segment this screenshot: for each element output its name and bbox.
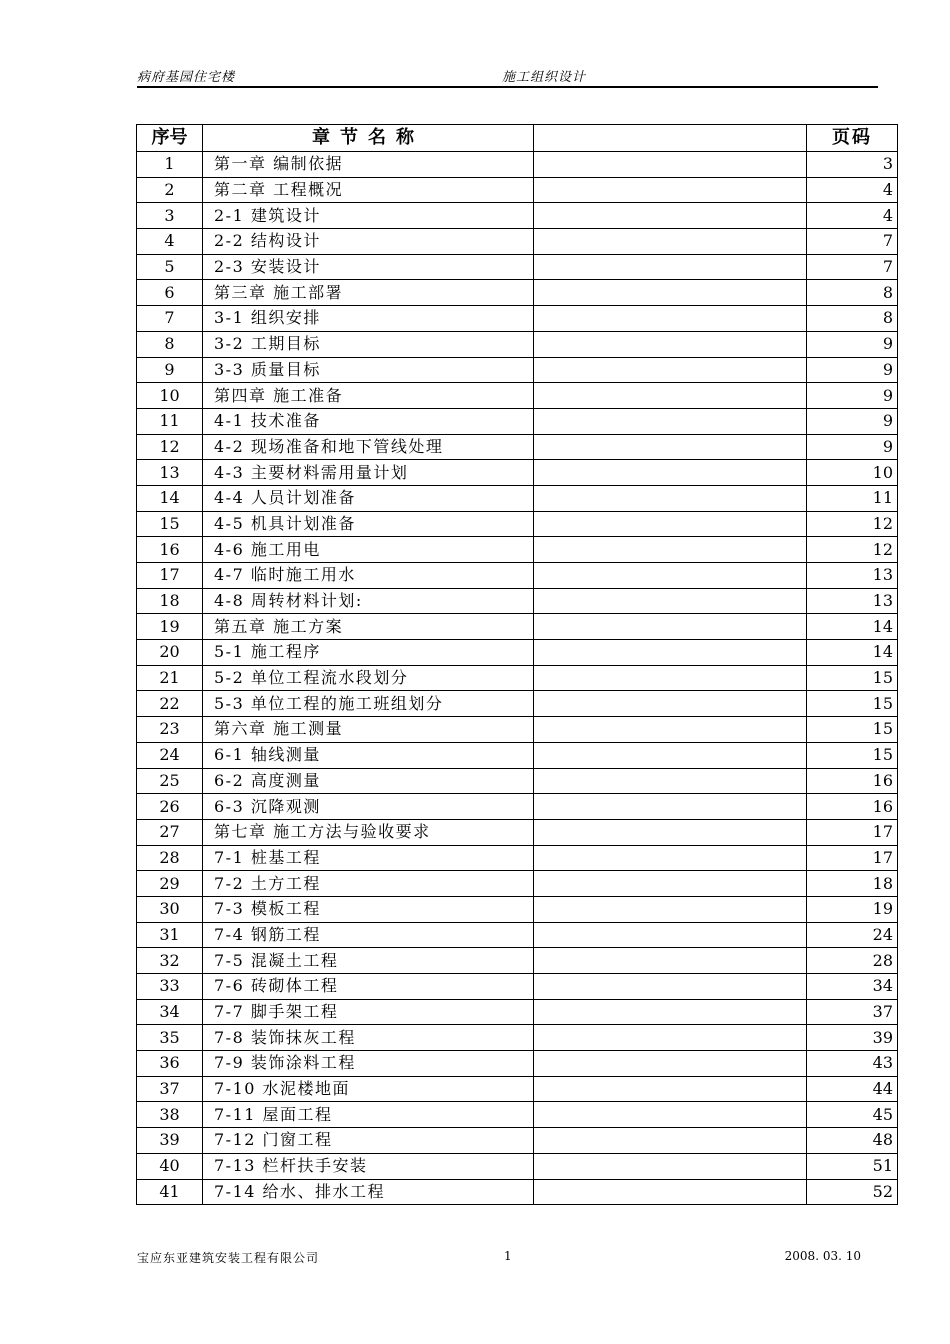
header-number: 序号 <box>137 125 203 152</box>
row-title: 4-3 主要材料需用量计划 <box>203 460 534 486</box>
row-page: 51 <box>807 1153 898 1179</box>
row-blank <box>534 640 807 666</box>
row-number: 29 <box>137 871 203 897</box>
table-row <box>137 383 898 409</box>
row-blank <box>534 974 807 1000</box>
row-title: 第五章 施工方案 <box>203 614 534 640</box>
page-header <box>137 66 878 88</box>
footer-company: 宝应东亚建筑安装工程有限公司 <box>137 1251 320 1265</box>
header-blank <box>534 125 807 152</box>
row-blank <box>534 280 807 306</box>
row-blank <box>534 717 807 743</box>
row-blank <box>534 665 807 691</box>
row-number: 5 <box>137 254 203 280</box>
row-number: 11 <box>137 408 203 434</box>
row-page: 17 <box>807 819 898 845</box>
row-page: 7 <box>807 229 898 255</box>
table-row <box>137 948 898 974</box>
row-page: 7 <box>807 254 898 280</box>
row-title: 4-1 技术准备 <box>203 408 534 434</box>
row-title: 第二章 工程概况 <box>203 177 534 203</box>
row-page: 44 <box>807 1076 898 1102</box>
row-title: 第七章 施工方法与验收要求 <box>203 819 534 845</box>
row-blank <box>534 229 807 255</box>
row-blank <box>534 563 807 589</box>
row-blank <box>534 306 807 332</box>
table-row <box>137 845 898 871</box>
table-row <box>137 511 898 537</box>
row-page: 9 <box>807 357 898 383</box>
footer-date: 2008. 03. 10 <box>784 1249 861 1263</box>
table-row <box>137 588 898 614</box>
row-page: 15 <box>807 717 898 743</box>
row-blank <box>534 460 807 486</box>
row-title: 7-4 钢筋工程 <box>203 922 534 948</box>
row-title: 5-3 单位工程的施工班组划分 <box>203 691 534 717</box>
row-number: 35 <box>137 1025 203 1051</box>
row-number: 25 <box>137 768 203 794</box>
table-row <box>137 177 898 203</box>
row-blank <box>534 254 807 280</box>
row-blank <box>534 948 807 974</box>
row-page: 11 <box>807 485 898 511</box>
row-title: 7-1 桩基工程 <box>203 845 534 871</box>
table-row <box>137 280 898 306</box>
row-blank <box>534 768 807 794</box>
header-chapter-name: 章节名称 <box>203 125 534 152</box>
row-page: 24 <box>807 922 898 948</box>
row-title: 第一章 编制依据 <box>203 152 534 178</box>
row-blank <box>534 614 807 640</box>
row-blank <box>534 203 807 229</box>
row-blank <box>534 331 807 357</box>
table-row <box>137 614 898 640</box>
row-page: 9 <box>807 434 898 460</box>
row-blank <box>534 794 807 820</box>
row-title: 4-4 人员计划准备 <box>203 485 534 511</box>
row-title: 6-2 高度测量 <box>203 768 534 794</box>
row-blank <box>534 177 807 203</box>
row-title: 3-3 质量目标 <box>203 357 534 383</box>
row-title: 第四章 施工准备 <box>203 383 534 409</box>
table-of-contents <box>136 124 898 1205</box>
row-number: 17 <box>137 563 203 589</box>
row-page: 43 <box>807 1051 898 1077</box>
row-blank <box>534 1051 807 1077</box>
table-body <box>137 152 898 1205</box>
row-number: 32 <box>137 948 203 974</box>
table-row <box>137 640 898 666</box>
row-number: 34 <box>137 999 203 1025</box>
row-page: 17 <box>807 845 898 871</box>
row-title: 7-2 土方工程 <box>203 871 534 897</box>
row-title: 2-3 安装设计 <box>203 254 534 280</box>
row-title: 4-6 施工用电 <box>203 537 534 563</box>
row-page: 19 <box>807 896 898 922</box>
row-page: 12 <box>807 537 898 563</box>
header-page: 页码 <box>807 125 898 152</box>
row-number: 23 <box>137 717 203 743</box>
row-number: 40 <box>137 1153 203 1179</box>
row-page: 9 <box>807 408 898 434</box>
table-row <box>137 974 898 1000</box>
row-number: 28 <box>137 845 203 871</box>
table-row <box>137 1076 898 1102</box>
row-blank <box>534 1025 807 1051</box>
row-number: 26 <box>137 794 203 820</box>
row-number: 39 <box>137 1128 203 1154</box>
row-blank <box>534 537 807 563</box>
table-row <box>137 537 898 563</box>
table-row <box>137 742 898 768</box>
row-title: 7-13 栏杆扶手安装 <box>203 1153 534 1179</box>
table-row <box>137 819 898 845</box>
row-title: 2-1 建筑设计 <box>203 203 534 229</box>
row-title: 7-5 混凝土工程 <box>203 948 534 974</box>
row-page: 14 <box>807 640 898 666</box>
table-row <box>137 460 898 486</box>
row-page: 4 <box>807 203 898 229</box>
table-row <box>137 331 898 357</box>
row-number: 2 <box>137 177 203 203</box>
row-number: 10 <box>137 383 203 409</box>
table-row <box>137 306 898 332</box>
row-number: 3 <box>137 203 203 229</box>
row-title: 7-14 给水、排水工程 <box>203 1179 534 1205</box>
row-blank <box>534 485 807 511</box>
row-number: 21 <box>137 665 203 691</box>
page-footer <box>137 1249 861 1267</box>
row-page: 8 <box>807 280 898 306</box>
row-page: 14 <box>807 614 898 640</box>
row-blank <box>534 1153 807 1179</box>
row-number: 6 <box>137 280 203 306</box>
row-blank <box>534 896 807 922</box>
row-title: 第三章 施工部署 <box>203 280 534 306</box>
table-row <box>137 896 898 922</box>
row-page: 16 <box>807 768 898 794</box>
row-number: 27 <box>137 819 203 845</box>
table-header-row <box>137 125 898 152</box>
table-row <box>137 922 898 948</box>
table-row <box>137 1179 898 1205</box>
header-project-name: 病府基园住宅楼 <box>137 70 236 85</box>
table-row <box>137 768 898 794</box>
table-row <box>137 563 898 589</box>
row-page: 9 <box>807 383 898 409</box>
row-number: 31 <box>137 922 203 948</box>
row-title: 7-8 装饰抹灰工程 <box>203 1025 534 1051</box>
row-blank <box>534 588 807 614</box>
row-number: 37 <box>137 1076 203 1102</box>
row-number: 7 <box>137 306 203 332</box>
row-number: 24 <box>137 742 203 768</box>
table-row <box>137 1051 898 1077</box>
row-page: 3 <box>807 152 898 178</box>
row-page: 34 <box>807 974 898 1000</box>
row-title: 2-2 结构设计 <box>203 229 534 255</box>
row-page: 13 <box>807 588 898 614</box>
row-title: 7-12 门窗工程 <box>203 1128 534 1154</box>
row-page: 28 <box>807 948 898 974</box>
table-row <box>137 434 898 460</box>
row-title: 7-6 砖砌体工程 <box>203 974 534 1000</box>
row-number: 15 <box>137 511 203 537</box>
table-row <box>137 485 898 511</box>
row-title: 7-7 脚手架工程 <box>203 999 534 1025</box>
row-title: 4-7 临时施工用水 <box>203 563 534 589</box>
table-row <box>137 794 898 820</box>
row-blank <box>534 1076 807 1102</box>
row-number: 41 <box>137 1179 203 1205</box>
row-blank <box>534 408 807 434</box>
table-row <box>137 871 898 897</box>
table-row <box>137 229 898 255</box>
row-page: 18 <box>807 871 898 897</box>
row-number: 9 <box>137 357 203 383</box>
row-page: 13 <box>807 563 898 589</box>
row-blank <box>534 691 807 717</box>
footer-page-number: 1 <box>504 1249 512 1263</box>
table-row <box>137 357 898 383</box>
row-blank <box>534 819 807 845</box>
row-title: 7-10 水泥楼地面 <box>203 1076 534 1102</box>
row-blank <box>534 434 807 460</box>
row-title: 7-9 装饰涂料工程 <box>203 1051 534 1077</box>
row-page: 16 <box>807 794 898 820</box>
table-row <box>137 1128 898 1154</box>
row-title: 6-3 沉降观测 <box>203 794 534 820</box>
row-page: 52 <box>807 1179 898 1205</box>
row-page: 15 <box>807 742 898 768</box>
table-row <box>137 999 898 1025</box>
table-row <box>137 152 898 178</box>
row-blank <box>534 742 807 768</box>
row-number: 22 <box>137 691 203 717</box>
row-page: 9 <box>807 331 898 357</box>
row-number: 16 <box>137 537 203 563</box>
row-number: 12 <box>137 434 203 460</box>
row-title: 4-8 周转材料计划: <box>203 588 534 614</box>
row-page: 39 <box>807 1025 898 1051</box>
row-number: 20 <box>137 640 203 666</box>
table-row <box>137 665 898 691</box>
row-blank <box>534 845 807 871</box>
table-row <box>137 408 898 434</box>
row-blank <box>534 922 807 948</box>
row-title: 5-1 施工程序 <box>203 640 534 666</box>
row-page: 4 <box>807 177 898 203</box>
table-row <box>137 1025 898 1051</box>
row-number: 14 <box>137 485 203 511</box>
row-page: 8 <box>807 306 898 332</box>
row-page: 37 <box>807 999 898 1025</box>
row-page: 45 <box>807 1102 898 1128</box>
row-number: 36 <box>137 1051 203 1077</box>
row-number: 38 <box>137 1102 203 1128</box>
row-number: 13 <box>137 460 203 486</box>
table-row <box>137 203 898 229</box>
row-blank <box>534 1179 807 1205</box>
table-row <box>137 717 898 743</box>
row-title: 6-1 轴线测量 <box>203 742 534 768</box>
row-title: 3-2 工期目标 <box>203 331 534 357</box>
row-title: 7-11 屋面工程 <box>203 1102 534 1128</box>
row-blank <box>534 152 807 178</box>
row-blank <box>534 511 807 537</box>
row-page: 15 <box>807 665 898 691</box>
row-number: 4 <box>137 229 203 255</box>
table-row <box>137 691 898 717</box>
table-row <box>137 254 898 280</box>
row-page: 15 <box>807 691 898 717</box>
row-blank <box>534 1102 807 1128</box>
row-number: 33 <box>137 974 203 1000</box>
row-title: 5-2 单位工程流水段划分 <box>203 665 534 691</box>
table-row <box>137 1153 898 1179</box>
row-number: 18 <box>137 588 203 614</box>
row-page: 10 <box>807 460 898 486</box>
row-number: 19 <box>137 614 203 640</box>
row-blank <box>534 999 807 1025</box>
row-page: 48 <box>807 1128 898 1154</box>
header-document-title: 施工组织设计 <box>502 70 587 85</box>
row-title: 4-5 机具计划准备 <box>203 511 534 537</box>
row-blank <box>534 357 807 383</box>
row-title: 4-2 现场准备和地下管线处理 <box>203 434 534 460</box>
row-blank <box>534 383 807 409</box>
row-blank <box>534 871 807 897</box>
row-blank <box>534 1128 807 1154</box>
row-number: 8 <box>137 331 203 357</box>
table-row <box>137 1102 898 1128</box>
row-number: 1 <box>137 152 203 178</box>
row-title: 第六章 施工测量 <box>203 717 534 743</box>
row-number: 30 <box>137 896 203 922</box>
row-page: 12 <box>807 511 898 537</box>
row-title: 7-3 模板工程 <box>203 896 534 922</box>
row-title: 3-1 组织安排 <box>203 306 534 332</box>
